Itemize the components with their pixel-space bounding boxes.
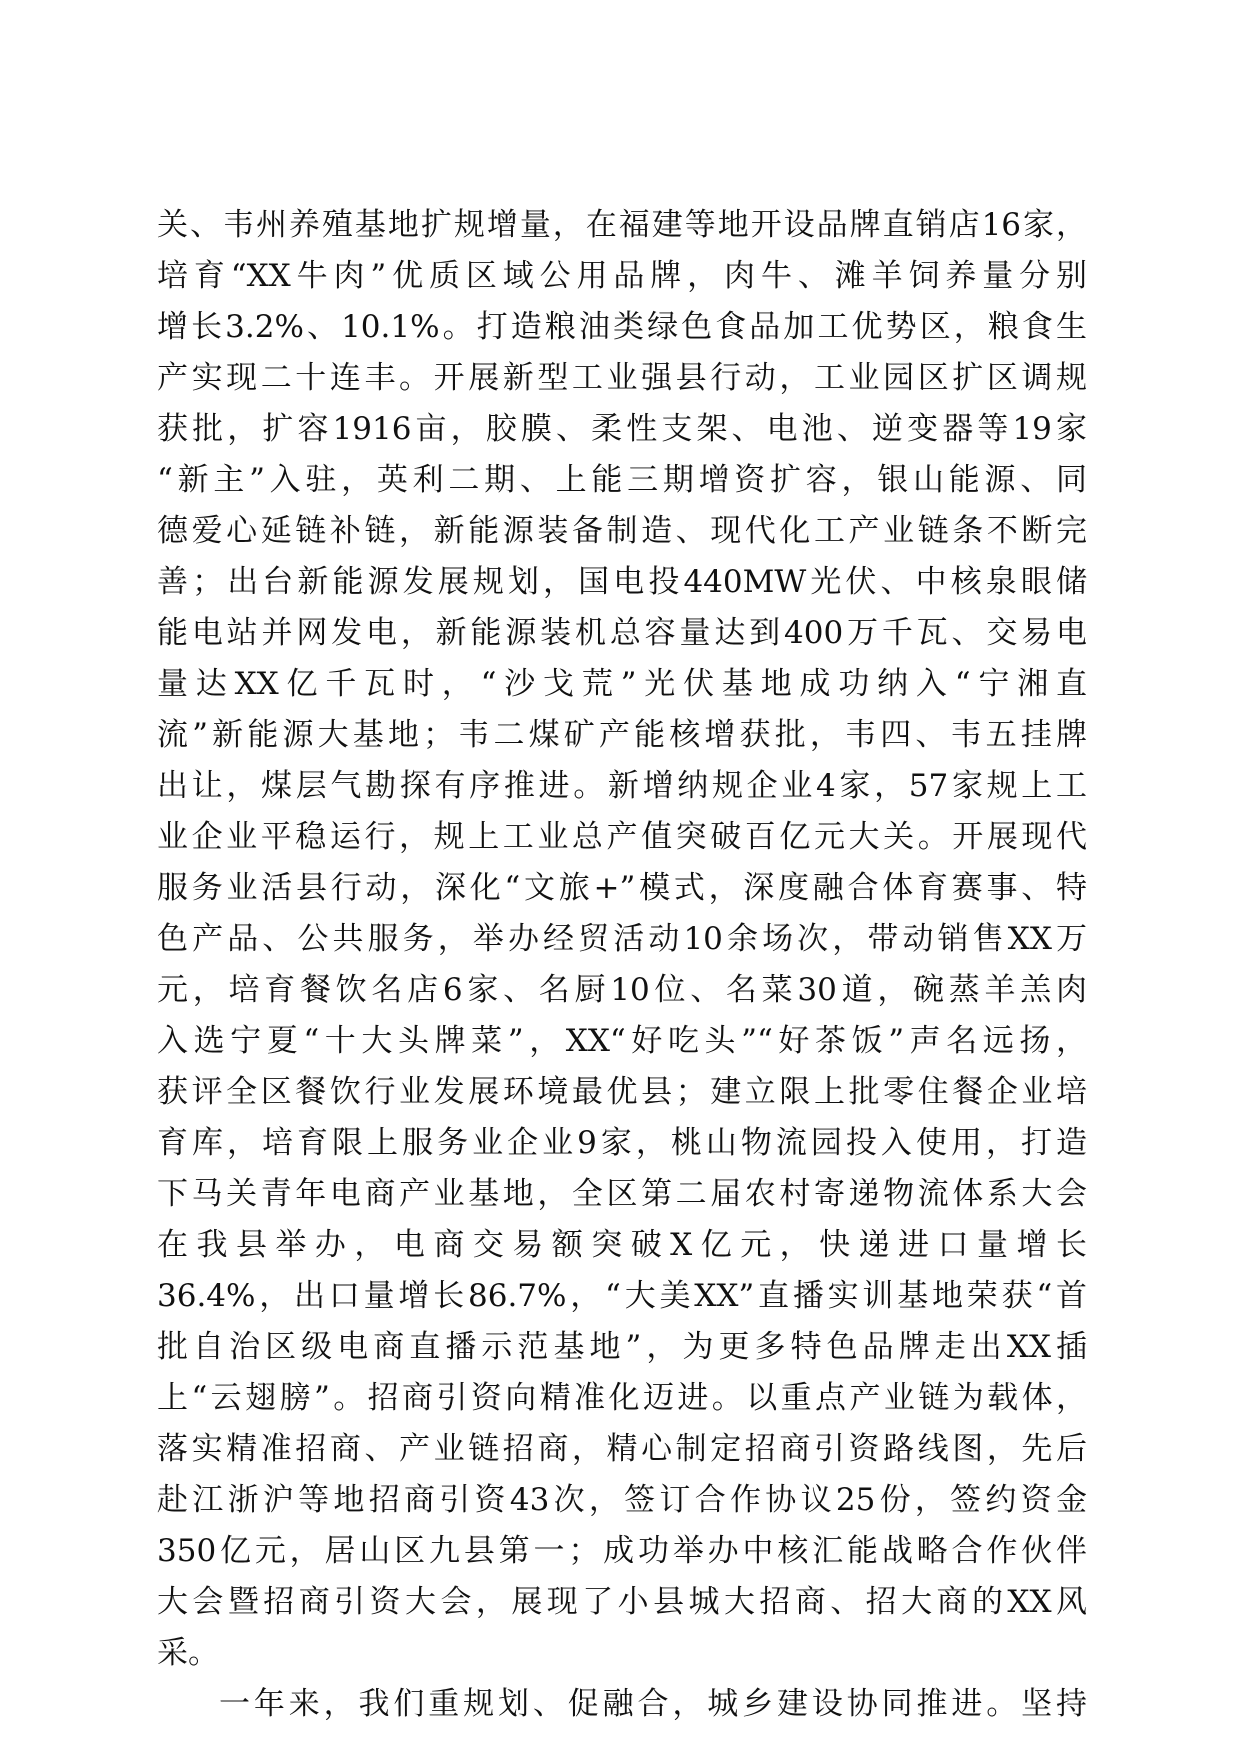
text-line: 能电站并网发电，新能源装机总容量达到400万千瓦、交易电 bbox=[157, 615, 1087, 651]
text-line: 流”新能源大基地；韦二煤矿产能核增获批，韦四、韦五挂牌 bbox=[157, 717, 1087, 753]
text-line: 育库，培育限上服务业企业9家，桃山物流园投入使用，打造 bbox=[157, 1125, 1087, 1161]
text-line: 350亿元，居山区九县第一；成功举办中核汇能战略合作伙伴 bbox=[157, 1533, 1087, 1569]
text-line: 36.4%，出口量增长86.7%，“大美XX”直播实训基地荣获“首 bbox=[157, 1278, 1087, 1314]
text-line: 落实精准招商、产业链招商，精心制定招商引资路线图，先后 bbox=[157, 1431, 1087, 1467]
text-line: 善；出台新能源发展规划，国电投440MW光伏、中核泉眼储 bbox=[157, 564, 1087, 600]
text-line: 上“云翅膀”。招商引资向精准化迈进。以重点产业链为载体， bbox=[157, 1380, 1087, 1416]
text-line: 下马关青年电商产业基地，全区第二届农村寄递物流体系大会 bbox=[157, 1176, 1087, 1212]
text-line: 增长3.2%、10.1%。打造粮油类绿色食品加工优势区，粮食生 bbox=[157, 309, 1087, 345]
text-line: 关、韦州养殖基地扩规增量，在福建等地开设品牌直销店16家， bbox=[157, 207, 1087, 243]
text-line: 色产品、公共服务，举办经贸活动10余场次，带动销售XX万 bbox=[157, 921, 1087, 957]
text-line: 赴江浙沪等地招商引资43次，签订合作协议25份，签约资金 bbox=[157, 1482, 1087, 1518]
text-line: “新主”入驻，英利二期、上能三期增资扩容，银山能源、同 bbox=[157, 462, 1087, 498]
text-line: 业企业平稳运行，规上工业总产值突破百亿元大关。开展现代 bbox=[157, 819, 1087, 855]
text-line: 元，培育餐饮名店6家、名厨10位、名菜30道，碗蒸羊羔肉 bbox=[157, 972, 1087, 1008]
text-line: 出让，煤层气勘探有序推进。新增纳规企业4家，57家规上工 bbox=[157, 768, 1087, 804]
text-line: 批自治区级电商直播示范基地”，为更多特色品牌走出XX插 bbox=[157, 1329, 1087, 1365]
text-line: 获批，扩容1916亩，胶膜、柔性支架、电池、逆变器等19家 bbox=[157, 411, 1087, 447]
text-line: 量达XX亿千瓦时，“沙戈荒”光伏基地成功纳入“宁湘直 bbox=[157, 666, 1087, 702]
text-line: 在我县举办，电商交易额突破X亿元，快递进口量增长 bbox=[157, 1227, 1087, 1263]
text-line: 服务业活县行动，深化“文旅+”模式，深度融合体育赛事、特 bbox=[157, 870, 1087, 906]
text-line: 获评全区餐饮行业发展环境最优县；建立限上批零住餐企业培 bbox=[157, 1074, 1087, 1110]
paragraph-start-line: 一年来，我们重规划、促融合，城乡建设协同推进。坚持 bbox=[219, 1686, 1087, 1722]
body-text bbox=[157, 200, 1087, 1730]
text-line: 产实现二十连丰。开展新型工业强县行动，工业园区扩区调规 bbox=[157, 360, 1087, 396]
text-line: 大会暨招商引资大会，展现了小县城大招商、招大商的XX风 bbox=[157, 1584, 1087, 1620]
text-line: 德爱心延链补链，新能源装备制造、现代化工产业链条不断完 bbox=[157, 513, 1087, 549]
text-line: 培育“XX牛肉”优质区域公用品牌，肉牛、滩羊饲养量分别 bbox=[157, 258, 1087, 294]
text-line: 入选宁夏“十大头牌菜”，XX“好吃头”“好茶饭”声名远扬， bbox=[157, 1023, 1087, 1059]
text-line: 采。 bbox=[157, 1635, 219, 1671]
